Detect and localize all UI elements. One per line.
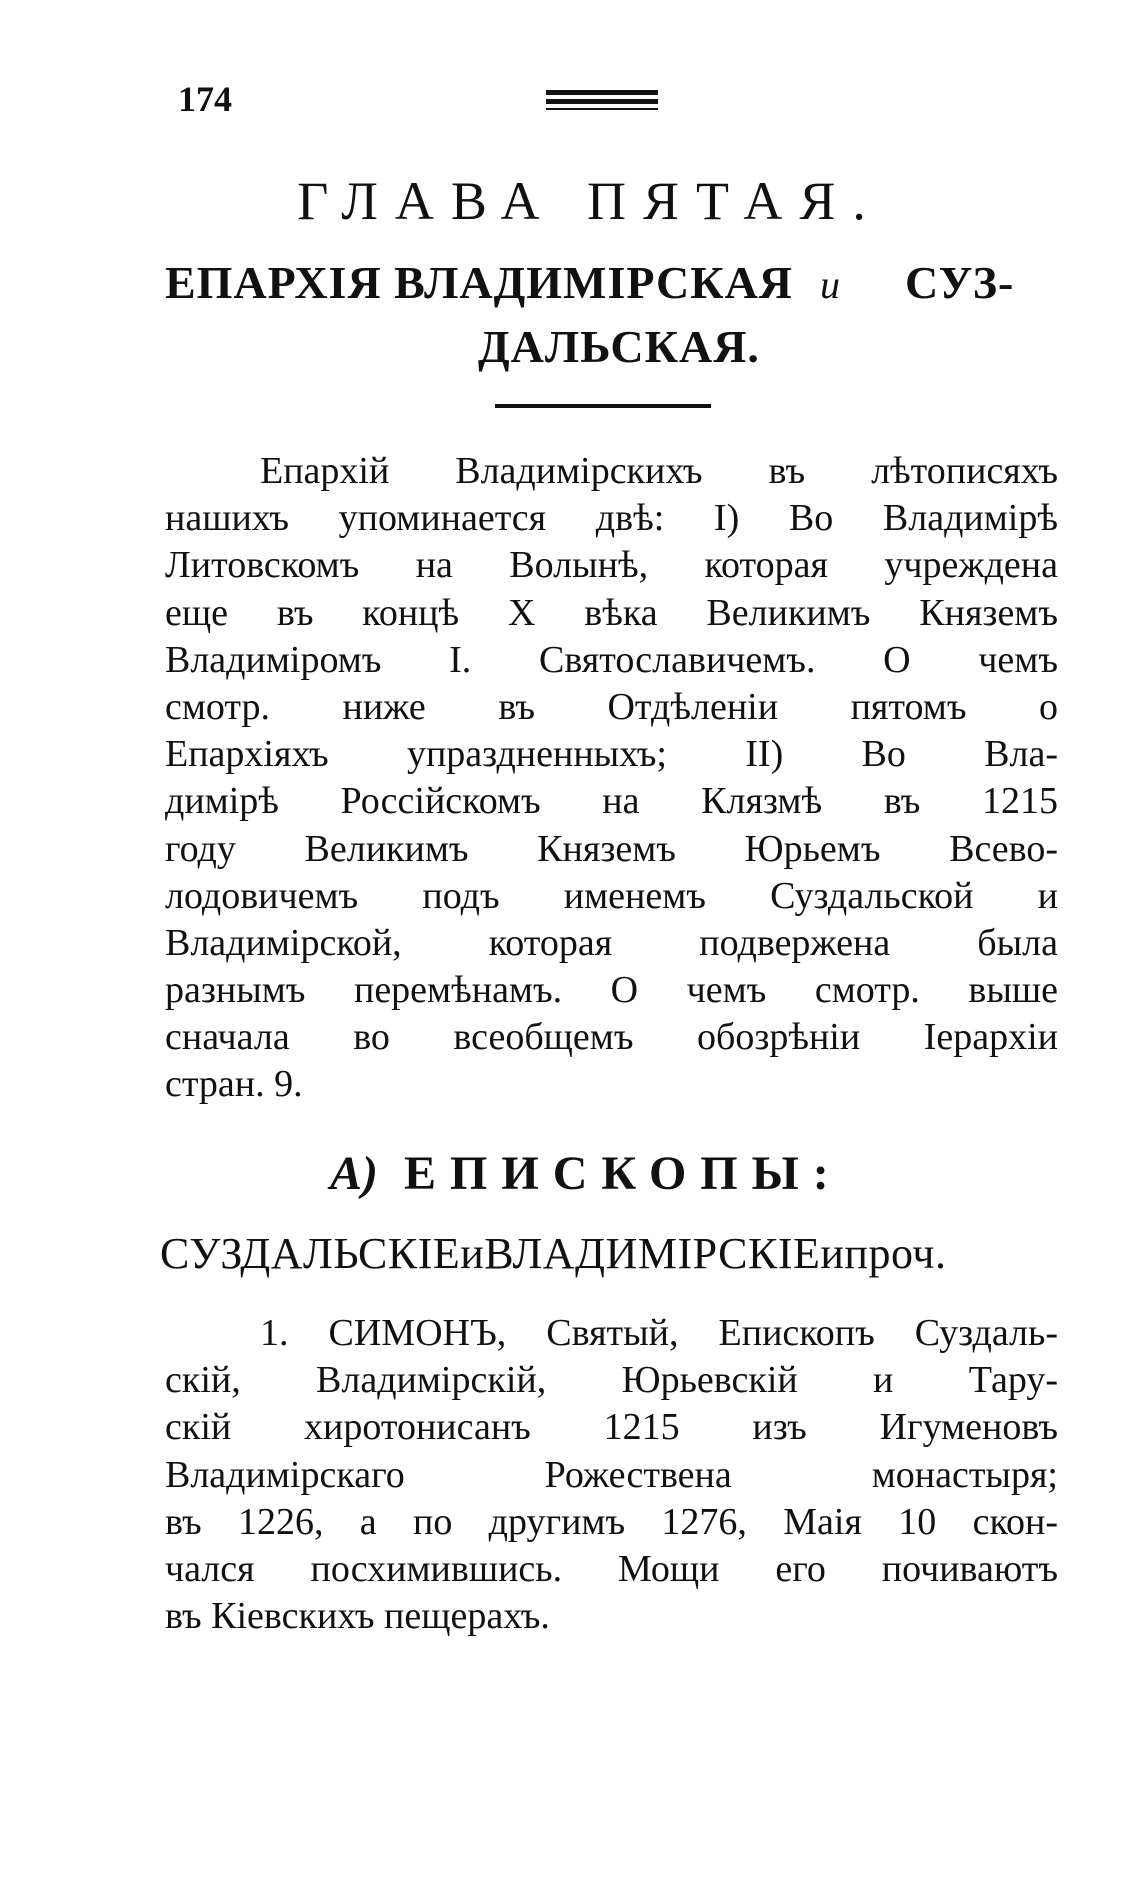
text-line: Владиміромъ I. Святославичемъ. О чемъ [165,638,1058,681]
diocese-title-part3: ДАЛЬСКАЯ. [478,321,760,372]
text-line: Владимірскаго Рожествена монастыря; [165,1453,1058,1496]
diocese-title-part2: СУЗ- [905,257,1015,308]
text-line: Литовскомъ на Волынѣ, которая учреждена [165,544,1058,587]
text-line: году Великимъ Княземъ Юрьемъ Всево- [165,827,1058,870]
diocese-title-conj: и [820,262,841,307]
text-line: 1. СИМОНЪ, Святый, Епископъ Суздаль- [260,1312,1058,1354]
text-line: въ 1226, а по другимъ 1276, Маія 10 скон- [165,1500,1058,1543]
text-line: нашихъ упоминается двѣ: I) Во Владимірѣ [165,497,1058,540]
text-line: скій хиротонисанъ 1215 изъ Игуменовъ [165,1406,1058,1449]
text-line: еще въ концѣ X вѣка Великимъ Княземъ [165,591,1058,634]
text-line: стран. 9. [165,1063,303,1106]
diocese-title-part1: ЕПАРХІЯ ВЛАДИМІРСКАЯ [165,257,794,308]
chapter-title: ГЛАВА ПЯТАЯ. [297,171,883,231]
page-number: 174 [178,79,232,119]
text-line: разнымъ перемѣнамъ. О чемъ смотр. выше [165,969,1058,1012]
header-ornament-bar [546,99,658,104]
entry-paragraph [165,1310,1058,1640]
text-line: скій, Владимірскій, Юрьевскій и Тару- [165,1359,1058,1402]
text-line: лодовичемъ подъ именемъ Суздальской и [165,874,1058,917]
section-heading [330,1146,843,1201]
section-letter: А) [330,1147,378,1200]
header-ornament-bar [546,108,658,110]
text-line: въ Кіевскихъ пещерахъ. [165,1595,550,1638]
text-line: смотр. ниже въ Отдѣленіи пятомъ о [165,685,1058,728]
intro-paragraph [165,448,1058,1109]
section-subheading: СУЗДАЛЬСКІЕиВЛАДИМІРСКІЕипроч. [160,1229,947,1278]
text-line: сначала во всеобщемъ обозрѣніи Іерархіи [165,1016,1058,1059]
text-line: чался посхимившись. Мощи его почиваютъ [165,1547,1058,1590]
header-ornament-bar [546,90,658,95]
text-line: Епархій Владимірскихъ въ лѣтописяхъ [260,450,1058,492]
section-heading-text: ЕПИСКОПЫ: [404,1147,843,1200]
text-line: димірѣ Россійскомъ на Клязмѣ въ 1215 [165,780,1058,823]
text-line: Владимірской, которая подвержена была [165,921,1058,964]
section-divider [495,404,711,408]
text-line: Епархіяхъ упраздненныхъ; II) Во Вла- [165,733,1058,776]
